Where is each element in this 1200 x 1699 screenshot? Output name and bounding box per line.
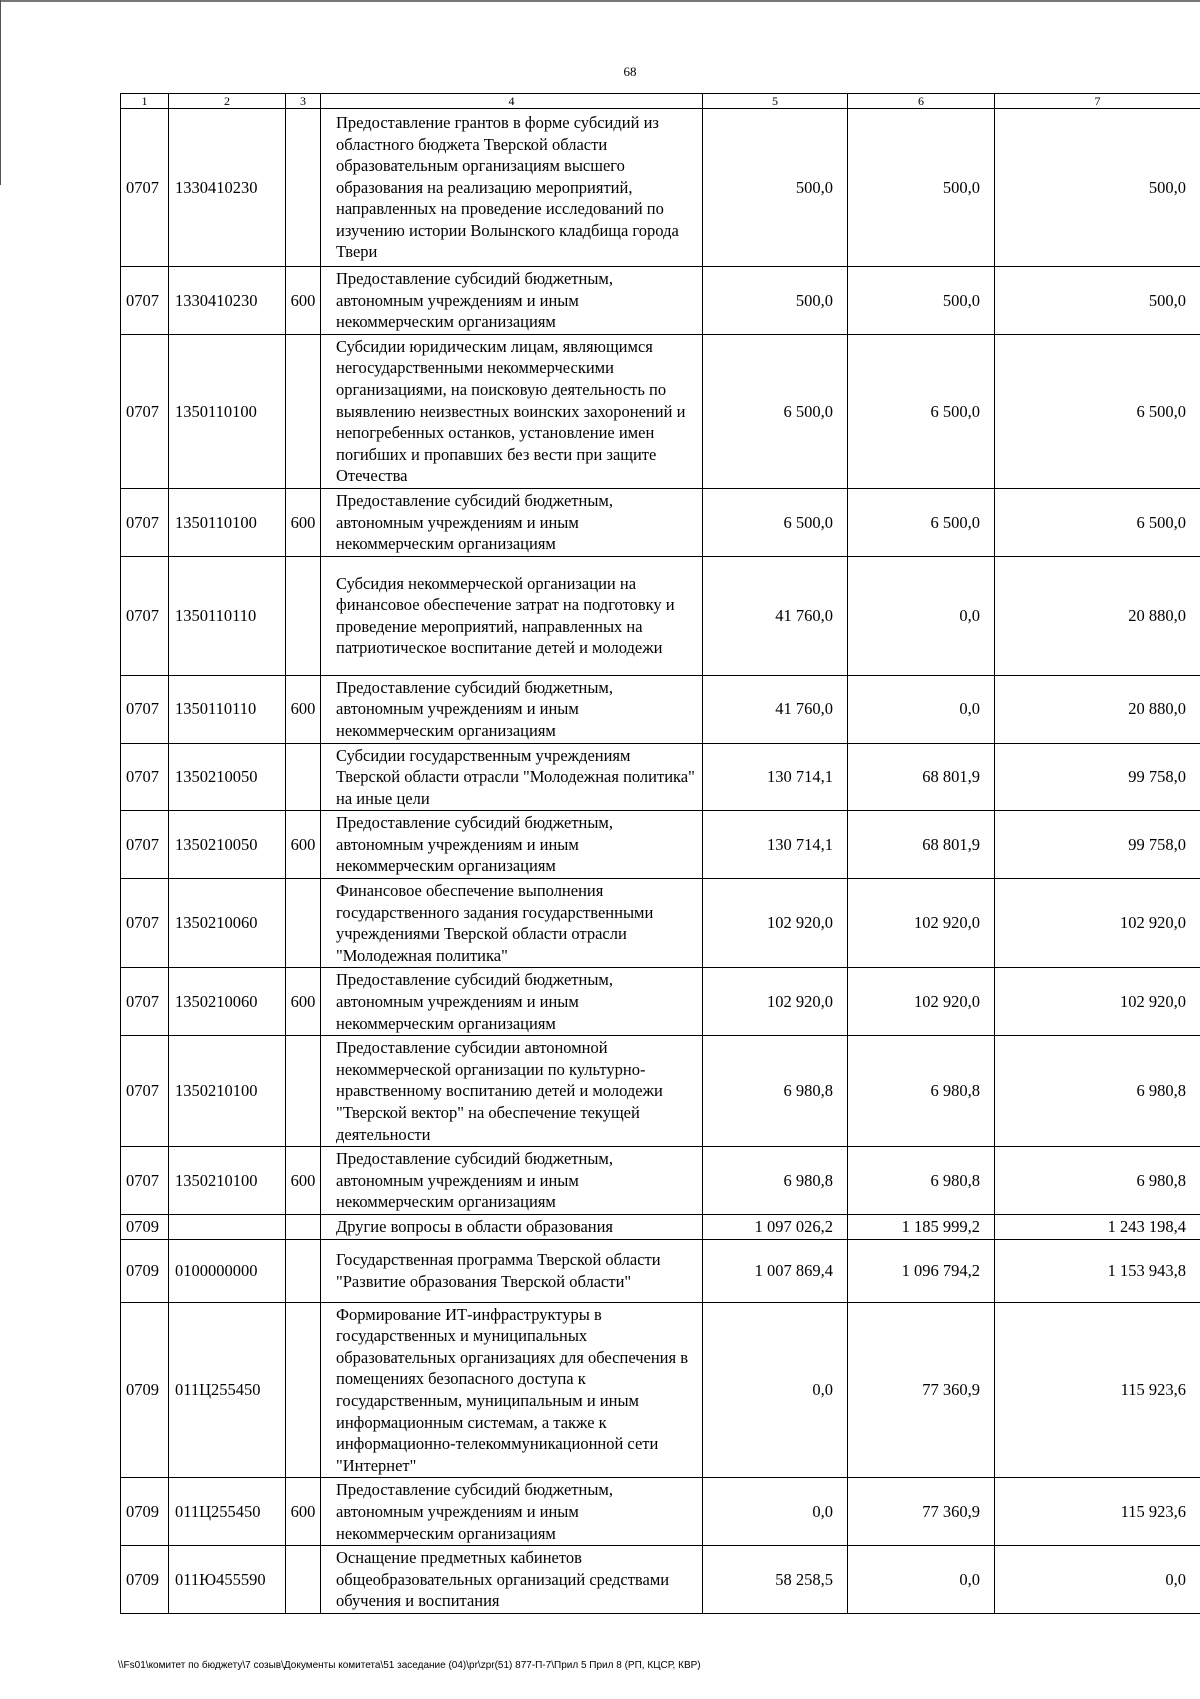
- section-code-cell: 0707: [121, 334, 169, 488]
- footer-file-path: \\Fs01\комитет по бюджету\7 созыв\Документы комитета\51 заседание (04)\pr\zpr(51) 877-П-7\Прил 5 Прил 8 (РП, КЦСР, КВР): [118, 1660, 701, 1671]
- column-number: 4: [321, 94, 703, 109]
- amount-col5-cell: 0,0: [703, 1478, 848, 1546]
- table-row: [121, 968, 1200, 1036]
- amount-col7-cell: 1 153 943,8: [995, 1239, 1200, 1302]
- amount-col5-cell: 1 097 026,2: [703, 1214, 848, 1239]
- expense-type-cell: 600: [286, 675, 321, 743]
- amount-col6-cell: 102 920,0: [848, 879, 995, 968]
- table-row: [121, 556, 1200, 675]
- target-article-cell: 011Ц255450: [169, 1478, 286, 1546]
- amount-col5-cell: 6 980,8: [703, 1036, 848, 1147]
- expense-type-cell: [286, 109, 321, 267]
- target-article-cell: 1350210060: [169, 968, 286, 1036]
- expense-type-cell: [286, 1239, 321, 1302]
- amount-col5-cell: 500,0: [703, 267, 848, 335]
- description-cell: Предоставление грантов в форме субсидий из областного бюджета Тверской области образовательным организациям высшего образования на реализацию мероприятий, направленных на проведение исследований по изучению истории Волынского кладбища города Твери: [321, 109, 703, 267]
- table-row: [121, 1147, 1200, 1215]
- column-number: 3: [286, 94, 321, 109]
- amount-col5-cell: 102 920,0: [703, 968, 848, 1036]
- target-article-cell: 1350110100: [169, 488, 286, 556]
- amount-col5-cell: 1 007 869,4: [703, 1239, 848, 1302]
- description-cell: Предоставление субсидий бюджетным, автономным учреждениям и иным некоммерческим организациям: [321, 675, 703, 743]
- amount-col7-cell: 6 980,8: [995, 1036, 1200, 1147]
- target-article-cell: 1350210100: [169, 1147, 286, 1215]
- section-code-cell: 0707: [121, 675, 169, 743]
- amount-col5-cell: 41 760,0: [703, 675, 848, 743]
- amount-col6-cell: 77 360,9: [848, 1478, 995, 1546]
- target-article-cell: [169, 1214, 286, 1239]
- table-row: [121, 109, 1200, 267]
- expense-type-cell: 600: [286, 811, 321, 879]
- expense-type-cell: [286, 879, 321, 968]
- section-code-cell: 0707: [121, 743, 169, 811]
- section-code-cell: 0707: [121, 488, 169, 556]
- target-article-cell: 1350110110: [169, 675, 286, 743]
- column-number: 5: [703, 94, 848, 109]
- amount-col5-cell: 6 500,0: [703, 488, 848, 556]
- table-row: [121, 1546, 1200, 1614]
- amount-col7-cell: 1 243 198,4: [995, 1214, 1200, 1239]
- amount-col7-cell: 99 758,0: [995, 811, 1200, 879]
- amount-col5-cell: 6 980,8: [703, 1147, 848, 1215]
- amount-col6-cell: 6 500,0: [848, 488, 995, 556]
- target-article-cell: 1350210100: [169, 1036, 286, 1147]
- target-article-cell: 1350110100: [169, 334, 286, 488]
- amount-col5-cell: 130 714,1: [703, 811, 848, 879]
- amount-col7-cell: 115 923,6: [995, 1478, 1200, 1546]
- amount-col7-cell: 102 920,0: [995, 968, 1200, 1036]
- amount-col7-cell: 500,0: [995, 109, 1200, 267]
- section-code-cell: 0709: [121, 1546, 169, 1614]
- scan-top-edge: [0, 0, 1200, 2]
- table-row: [121, 1239, 1200, 1302]
- target-article-cell: 1330410230: [169, 267, 286, 335]
- expense-type-cell: [286, 743, 321, 811]
- target-article-cell: 011Ц255450: [169, 1302, 286, 1478]
- expense-type-cell: [286, 1214, 321, 1239]
- page-number: 68: [623, 64, 637, 79]
- amount-col5-cell: 6 500,0: [703, 334, 848, 488]
- table-row: [121, 879, 1200, 968]
- amount-col7-cell: 6 980,8: [995, 1147, 1200, 1215]
- amount-col6-cell: 0,0: [848, 675, 995, 743]
- section-code-cell: 0709: [121, 1302, 169, 1478]
- amount-col6-cell: 6 500,0: [848, 334, 995, 488]
- amount-col7-cell: 0,0: [995, 1546, 1200, 1614]
- description-cell: Формирование ИТ-инфраструктуры в государственных и муниципальных образовательных организациях для обеспечения в помещениях безопасного доступа к государственным, муниципальным и иным информационным системам, а также к информационно-телекоммуникационной сети "Интернет": [321, 1302, 703, 1478]
- amount-col6-cell: 6 980,8: [848, 1147, 995, 1215]
- expense-type-cell: 600: [286, 968, 321, 1036]
- column-number: 2: [169, 94, 286, 109]
- description-cell: Предоставление субсидий бюджетным, автономным учреждениям и иным некоммерческим организациям: [321, 1147, 703, 1215]
- column-number: 6: [848, 94, 995, 109]
- table-row: [121, 1478, 1200, 1546]
- amount-col5-cell: 0,0: [703, 1302, 848, 1478]
- table-row: [121, 811, 1200, 879]
- section-code-cell: 0707: [121, 267, 169, 335]
- amount-col7-cell: 115 923,6: [995, 1302, 1200, 1478]
- description-cell: Предоставление субсидий бюджетным, автономным учреждениям и иным некоммерческим организациям: [321, 1478, 703, 1546]
- amount-col6-cell: 1 185 999,2: [848, 1214, 995, 1239]
- section-code-cell: 0707: [121, 556, 169, 675]
- section-code-cell: 0707: [121, 879, 169, 968]
- target-article-cell: 1350110110: [169, 556, 286, 675]
- amount-col5-cell: 58 258,5: [703, 1546, 848, 1614]
- amount-col5-cell: 130 714,1: [703, 743, 848, 811]
- description-cell: Субсидии юридическим лицам, являющимся негосударственными некоммерческими организациями, на поисковую деятельность по выявлению неизвестных воинских захоронений и непогребенных останков, установление имен погибших и пропавших без вести при защите Отечества: [321, 334, 703, 488]
- description-cell: Субсидия некоммерческой организации на финансовое обеспечение затрат на подготовку и проведение мероприятий, направленных на патриотическое воспитание детей и молодежи: [321, 556, 703, 675]
- description-cell: Государственная программа Тверской области "Развитие образования Тверской области": [321, 1239, 703, 1302]
- section-code-cell: 0707: [121, 811, 169, 879]
- target-article-cell: 0100000000: [169, 1239, 286, 1302]
- amount-col7-cell: 6 500,0: [995, 488, 1200, 556]
- section-code-cell: 0707: [121, 1147, 169, 1215]
- target-article-cell: 1350210050: [169, 743, 286, 811]
- amount-col5-cell: 102 920,0: [703, 879, 848, 968]
- amount-col7-cell: 500,0: [995, 267, 1200, 335]
- section-code-cell: 0707: [121, 1036, 169, 1147]
- description-cell: Субсидии государственным учреждениям Тверской области отрасли "Молодежная политика" на иные цели: [321, 743, 703, 811]
- expense-type-cell: [286, 556, 321, 675]
- description-cell: Предоставление субсидий бюджетным, автономным учреждениям и иным некоммерческим организациям: [321, 488, 703, 556]
- description-cell: Предоставление субсидий бюджетным, автономным учреждениям и иным некоммерческим организациям: [321, 267, 703, 335]
- section-code-cell: 0709: [121, 1214, 169, 1239]
- table-row: [121, 743, 1200, 811]
- target-article-cell: 1330410230: [169, 109, 286, 267]
- expense-type-cell: [286, 1546, 321, 1614]
- column-number: 7: [995, 94, 1200, 109]
- target-article-cell: 1350210060: [169, 879, 286, 968]
- scan-left-edge: [0, 0, 1, 185]
- table-row: [121, 488, 1200, 556]
- target-article-cell: 1350210050: [169, 811, 286, 879]
- section-code-cell: 0707: [121, 109, 169, 267]
- amount-col6-cell: 102 920,0: [848, 968, 995, 1036]
- expense-type-cell: [286, 334, 321, 488]
- amount-col6-cell: 68 801,9: [848, 743, 995, 811]
- amount-col6-cell: 68 801,9: [848, 811, 995, 879]
- amount-col6-cell: 0,0: [848, 1546, 995, 1614]
- amount-col5-cell: 500,0: [703, 109, 848, 267]
- amount-col6-cell: 500,0: [848, 267, 995, 335]
- amount-col6-cell: 1 096 794,2: [848, 1239, 995, 1302]
- budget-table: [120, 93, 1200, 1614]
- amount-col7-cell: 99 758,0: [995, 743, 1200, 811]
- description-cell: Финансовое обеспечение выполнения государственного задания государственными учреждениями Тверской области отрасли "Молодежная политика": [321, 879, 703, 968]
- amount-col6-cell: 6 980,8: [848, 1036, 995, 1147]
- amount-col6-cell: 500,0: [848, 109, 995, 267]
- expense-type-cell: 600: [286, 1478, 321, 1546]
- table-row: [121, 267, 1200, 335]
- expense-type-cell: 600: [286, 267, 321, 335]
- amount-col7-cell: 102 920,0: [995, 879, 1200, 968]
- column-number: 1: [121, 94, 169, 109]
- section-code-cell: 0707: [121, 968, 169, 1036]
- amount-col6-cell: 0,0: [848, 556, 995, 675]
- table-row: [121, 1036, 1200, 1147]
- table-row: [121, 675, 1200, 743]
- description-cell: Другие вопросы в области образования: [321, 1214, 703, 1239]
- expense-type-cell: [286, 1302, 321, 1478]
- amount-col7-cell: 20 880,0: [995, 675, 1200, 743]
- table-row: [121, 1302, 1200, 1478]
- target-article-cell: 011Ю455590: [169, 1546, 286, 1614]
- section-code-cell: 0709: [121, 1239, 169, 1302]
- amount-col6-cell: 77 360,9: [848, 1302, 995, 1478]
- description-cell: Предоставление субсидий бюджетным, автономным учреждениям и иным некоммерческим организациям: [321, 811, 703, 879]
- expense-type-cell: 600: [286, 488, 321, 556]
- description-cell: Оснащение предметных кабинетов общеобразовательных организаций средствами обучения и воспитания: [321, 1546, 703, 1614]
- budget-table-body: [121, 94, 1200, 1614]
- description-cell: Предоставление субсидий бюджетным, автономным учреждениям и иным некоммерческим организациям: [321, 968, 703, 1036]
- description-cell: Предоставление субсидии автономной некоммерческой организации по культурно-нравственному воспитанию детей и молодежи "Тверской вектор" на обеспечение текущей деятельности: [321, 1036, 703, 1147]
- table-row: [121, 1214, 1200, 1239]
- amount-col7-cell: 20 880,0: [995, 556, 1200, 675]
- amount-col7-cell: 6 500,0: [995, 334, 1200, 488]
- section-code-cell: 0709: [121, 1478, 169, 1546]
- expense-type-cell: [286, 1036, 321, 1147]
- expense-type-cell: 600: [286, 1147, 321, 1215]
- column-number-row: [121, 94, 1200, 109]
- table-row: [121, 334, 1200, 488]
- amount-col5-cell: 41 760,0: [703, 556, 848, 675]
